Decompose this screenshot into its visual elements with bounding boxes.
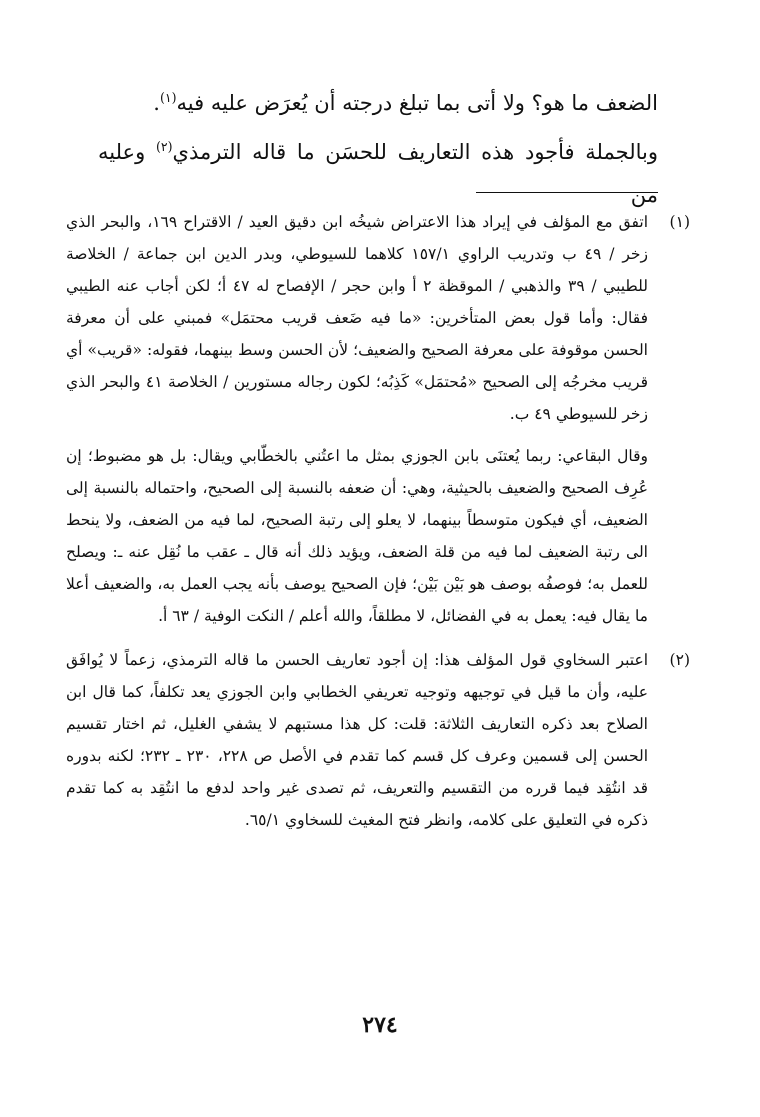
main-line-1-end: . (153, 91, 160, 115)
main-body-text (98, 76, 658, 217)
main-line-2 (98, 125, 658, 217)
page-number: ٢٧٤ (362, 1012, 398, 1038)
footnote-1-number: (١) (669, 213, 690, 231)
main-line-1-text: الضعف ما هو؟ ولا أتى بما تبلغ درجته أن يُعرَض عليه فيه (176, 91, 658, 115)
footnotes-section (66, 206, 690, 846)
footnote-1 (66, 206, 690, 430)
footnote-1-continuation: وقال البقاعي: ربما يُعتنَى بابن الجوزي بمثل ما اعتُني بالخطّابي ويقال: بل هو مضبوط؛ إن عُرِف الصحيح والضعيف بالحيثية، وهي: أن ضعفه بالنسبة إلى الصحيح، واحتماله بالنسبة إلى الضعيف، أي فيكون متوسطاً بينهما، لا يعلو إلى رتبة الصحيح، لما فيه من الضعف، ولا ينحط الى رتبة الضعيف لما فيه من قلة الضعف، ويؤيد ذلك أنه قال ـ عقب ما نُقِل عنه ـ: ويصلح للعمل به؛ فوصفُه بوصف هو بَيْن بَيْن؛ فإن الصحيح يوصف بأنه يجب العمل به، والضعيف أعلا ما يقال فيه: يعمل به في الفضائل، لا مطلقاً، والله أعلم / النكت الوفية / ٦٣ أ. (66, 447, 648, 625)
main-line-1 (98, 76, 658, 125)
main-line-2-text-b: وعليه من (98, 140, 658, 207)
footnote-ref-1[interactable]: (١) (159, 90, 177, 105)
footnote-ref-2[interactable]: (٢) (155, 139, 173, 154)
footnote-2-number: (٢) (669, 651, 690, 669)
footnote-2-text: اعتبر السخاوي قول المؤلف هذا: إن أجود تعاريف الحسن ما قاله الترمذي، زعماً لا يُوافَق عليه، وأن ما قيل في توجيهه وتوجيه تعريفي الخطابي وابن الجوزي يعد تكلفاً، كما قال ابن الصلاح بعد ذكره التعاريف الثلاثة: قلت: كل هذا مستبهم لا يشفي الغليل، ثم اختار تقسيم الحسن إلى قسمين وعرف كل قسم كما تقدم في الأصل ص ٢٢٨، ٢٣٠ ـ ٢٣٢؛ لكنه بدوره قد انتُقِد فيما قرره من التقسيم والتعريف، ثم تصدى غير واحد لدفع ما انتُقِد به كما تقدم ذكره في التعليق على كلامه، وانظر فتح المغيث للسخاوي ٦٥/١. (66, 651, 648, 829)
footnote-1-text: اتفق مع المؤلف في إيراد هذا الاعتراض شيخُه ابن دقيق العيد / الاقتراح ١٦٩، والبحر الذي زخر / ٤٩ ب وتدريب الراوي ١٥٧/١ كلاهما للسيوطي، وبدر الدين ابن جماعة / الخلاصة للطيبي / ٣٩ والذهبي / الموقظة ٢ أ وابن حجر / الإفصاح له ٤٧ أ؛ لكن أجاب عنه الطيبي فقال: وأما قول بعض المتأخرين: «ما فيه ضَعف قريب محتمَل» فمبني على أن معرفة الحسن موقوفة على معرفة الصحيح والضعيف؛ لأن الحسن وسط بينهما، فقوله: «قريب» أي قريب مخرجُه إلى الصحيح «مُحتمَل» كَذِبُه؛ لكون رجاله مستورين / الخلاصة ٤١ والبحر الذي زخر للسيوطي ٤٩ ب. (66, 213, 649, 423)
footnote-2 (66, 644, 690, 836)
main-line-2-text-a: وبالجملة فأجود هذه التعاريف للحسَن ما قاله الترمذي (172, 140, 658, 164)
footnote-separator (476, 192, 658, 193)
